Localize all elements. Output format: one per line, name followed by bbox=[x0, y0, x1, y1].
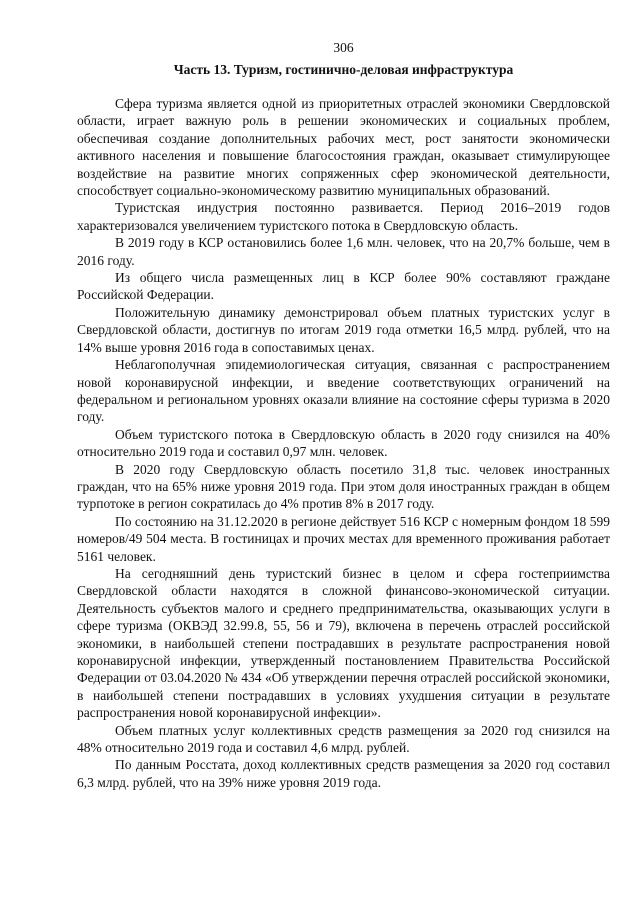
paragraph-6: Неблагополучная эпидемиологическая ситуация, связанная с распространением новой коронавирусной инфекции, и введение соответствующих ограничений на федеральном и региональном уровнях оказали влияние на состояние сферы туризма в 2020 году. bbox=[77, 357, 610, 425]
document-page bbox=[77, 0, 610, 905]
paragraph-11: Объем платных услуг коллективных средств размещения за 2020 год снизился на 48% относительно 2019 года и составил 4,6 млрд. рублей. bbox=[77, 722, 610, 756]
paragraph-10: На сегодняшний день туристский бизнес в целом и сфера гостеприимства Свердловской области находятся в сложной финансово-экономической ситуации. Деятельность субъектов малого и среднего предпринимательства, оказывающих услуги в сфере туризма (ОКВЭД 32.99.8, 55, 56 и 79), включена в перечень отраслей российской экономики, в наибольшей степени пострадавших в результате распространения новой коронавирусной инфекции, утвержденный постановлением Правительства Российской Федерации от 03.04.2020 № 434 «Об утверждении перечня отраслей российской экономики, в наибольшей степени пострадавших в условиях ухудшения ситуации в результате распространения новой коронавирусной инфекции». bbox=[77, 565, 610, 721]
paragraph-1: Сфера туризма является одной из приоритетных отраслей экономики Свердловской области, играет важную роль в решении экономических и социальных проблем, обеспечивая создание дополнительных рабочих мест, рост занятости экономически активного населения и повышение благосостояния граждан, оказывает стимулирующее воздействие на развитие многих сопряженных сфер экономической деятельности, способствует социально-экономическому развитию муниципальных образований. bbox=[77, 96, 610, 199]
paragraph-8: В 2020 году Свердловскую область посетило 31,8 тыс. человек иностранных граждан, что на 65% ниже уровня 2019 года. При этом доля иностранных граждан в общем турпотоке в регион сократилась до 4% против 8% в 2017 году. bbox=[77, 461, 610, 512]
section-title: Часть 13. Туризм, гостинично-деловая инфраструктура bbox=[173, 62, 514, 77]
paragraph-12: По данным Росстата, доход коллективных средств размещения за 2020 год составил 6,3 млрд. рублей, что на 39% ниже уровня 2019 года. bbox=[77, 757, 610, 790]
paragraph-3: В 2019 году в КСР остановились более 1,6 млн. человек, что на 20,7% больше, чем в 2016 году. bbox=[77, 235, 610, 268]
paragraph-7: Объем туристского потока в Свердловскую область в 2020 году снизился на 40% относительно 2019 года и составил 0,97 млн. человек. bbox=[77, 426, 610, 460]
page-number: 306 bbox=[333, 40, 354, 55]
paragraph-5: Положительную динамику демонстрировал объем платных туристских услуг в Свердловской области, достигнув по итогам 2019 года отметки 16,5 млрд. рублей, что на 14% выше уровня 2016 года в сопоставимых ценах. bbox=[77, 304, 610, 355]
document-body bbox=[77, 95, 610, 791]
paragraph-9: По состоянию на 31.12.2020 в регионе действует 516 КСР с номерным фондом 18 599 номеров/49 504 места. В гостиницах и прочих местах для временного проживания работает 5161 человек. bbox=[77, 513, 610, 564]
paragraph-4: Из общего числа размещенных лиц в КСР более 90% составляют граждане Российской Федерации. bbox=[77, 270, 610, 303]
paragraph-2: Туристская индустрия постоянно развивается. Период 2016–2019 годов характеризовался увеличением туристского потока в Свердловскую область. bbox=[77, 200, 610, 233]
